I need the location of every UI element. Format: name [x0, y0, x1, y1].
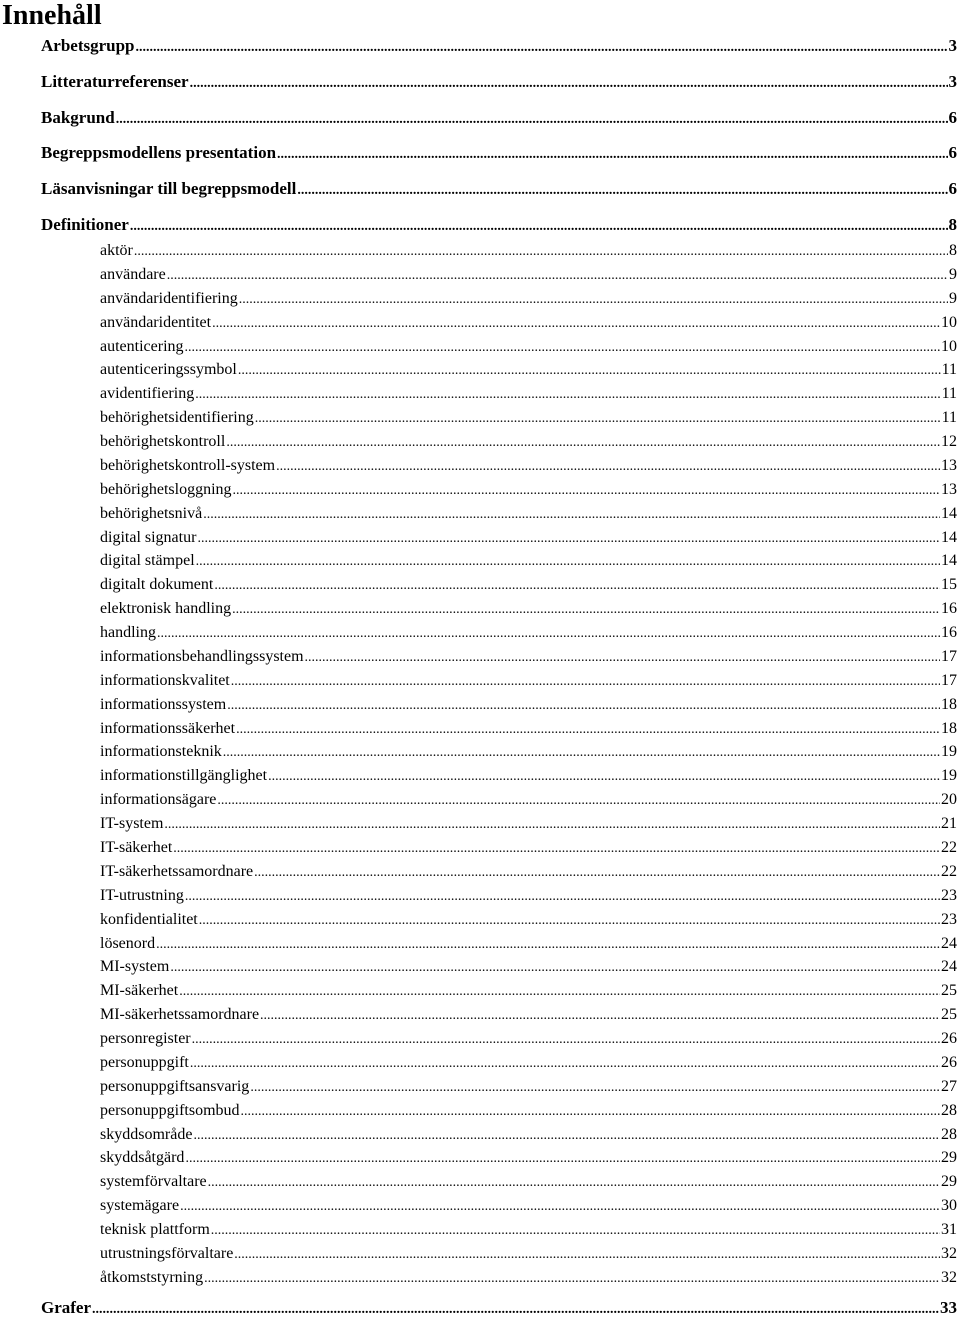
dot-leader — [185, 336, 940, 359]
toc-entry[interactable] — [100, 956, 957, 978]
dot-leader — [130, 214, 948, 238]
toc-entry-label: digital stämpel — [100, 552, 195, 570]
toc-entry[interactable] — [100, 383, 957, 405]
toc-entry-page-number: 6 — [948, 108, 957, 127]
toc-entry-label: Läsanvisningar till begreppsmodell — [41, 179, 297, 198]
toc-entry-label: MI-säkerhetssamordnare — [100, 1006, 260, 1024]
toc-entry-label: handling — [100, 624, 156, 642]
toc-entry[interactable] — [100, 1028, 957, 1050]
toc-entry-page-number: 3 — [948, 36, 957, 55]
toc-entry-label: användaridentitet — [100, 313, 212, 331]
toc-entry[interactable] — [100, 622, 957, 644]
toc-entry-label: behörighetsidentifiering — [100, 409, 254, 427]
toc-entry-label: skyddsåtgärd — [100, 1149, 185, 1167]
dot-leader — [204, 1267, 940, 1290]
dot-leader — [170, 956, 940, 979]
dot-leader — [254, 861, 940, 884]
toc-entry[interactable] — [41, 35, 957, 57]
dot-leader — [136, 35, 948, 59]
dot-leader — [173, 837, 940, 860]
toc-entry-page-number: 19 — [941, 767, 957, 785]
toc-entry[interactable] — [41, 107, 957, 129]
toc-entry[interactable] — [100, 598, 957, 620]
toc-entry[interactable] — [100, 1100, 957, 1122]
toc-entry-page-number: 10 — [941, 337, 957, 355]
dot-leader — [199, 909, 940, 932]
toc-entry[interactable] — [41, 142, 957, 164]
toc-entry[interactable] — [100, 789, 957, 811]
toc-entry-page-number: 14 — [941, 552, 957, 570]
toc-entry-page-number: 29 — [941, 1149, 957, 1167]
toc-entry[interactable] — [100, 1124, 957, 1146]
toc-entry-page-number: 15 — [941, 576, 957, 594]
toc-entry-page-number: 31 — [941, 1221, 957, 1239]
toc-entry-page-number: 6 — [948, 143, 957, 162]
toc-entry-page-number: 11 — [941, 409, 957, 427]
toc-entry-label: informationssystem — [100, 695, 227, 713]
toc-entry-page-number: 28 — [941, 1101, 957, 1119]
toc-entry-page-number: 26 — [941, 1053, 957, 1071]
dot-leader — [180, 1195, 940, 1218]
toc-entry-label: Litteraturreferenser — [41, 72, 189, 91]
toc-entry-label: åtkomststyrning — [100, 1268, 204, 1286]
dot-leader — [167, 264, 948, 287]
toc-entry[interactable] — [100, 359, 957, 381]
toc-entry-page-number: 6 — [948, 179, 957, 198]
toc-entry-page-number: 24 — [941, 934, 957, 952]
toc-entry-page-number: 16 — [941, 624, 957, 642]
dot-leader — [305, 646, 940, 669]
toc-entry-label: informationsbehandlingssystem — [100, 647, 304, 665]
toc-entry[interactable] — [100, 1076, 957, 1098]
dot-leader — [211, 1219, 940, 1242]
toc-entry-page-number: 25 — [941, 1006, 957, 1024]
dot-leader — [156, 933, 940, 956]
toc-entry-page-number: 12 — [941, 433, 957, 451]
dot-leader — [157, 622, 940, 645]
toc-entry-label: personuppgiftsansvarig — [100, 1077, 250, 1095]
toc-entry-label: teknisk plattform — [100, 1221, 210, 1239]
toc-entry-page-number: 11 — [941, 385, 957, 403]
toc-entry-label: informationsteknik — [100, 743, 222, 761]
dot-leader — [92, 1297, 939, 1321]
toc-entry-page-number: 32 — [941, 1244, 957, 1262]
dot-leader — [190, 71, 948, 95]
toc-entry-label: IT-system — [100, 815, 164, 833]
toc-entry[interactable] — [100, 455, 957, 477]
toc-entry-page-number: 21 — [941, 815, 957, 833]
dot-leader — [239, 288, 948, 311]
toc-entry-page-number: 26 — [941, 1030, 957, 1048]
toc-entry-label: Arbetsgrupp — [41, 36, 135, 55]
toc-entry-page-number: 16 — [941, 600, 957, 618]
toc-entry[interactable] — [100, 407, 957, 429]
dot-leader — [231, 670, 940, 693]
toc-entry-label: lösenord — [100, 934, 156, 952]
toc-entry-page-number: 24 — [941, 958, 957, 976]
toc-entry-page-number: 28 — [941, 1125, 957, 1143]
toc-entry-page-number: 18 — [941, 719, 957, 737]
toc-entry[interactable] — [100, 431, 957, 453]
toc-entry-label: MI-säkerhet — [100, 982, 179, 1000]
dot-leader — [223, 741, 940, 764]
toc-entry-page-number: 20 — [941, 791, 957, 809]
toc-entry[interactable] — [100, 885, 957, 907]
toc-entry[interactable] — [100, 909, 957, 931]
toc-entry-label: Definitioner — [41, 215, 129, 234]
toc-entry-page-number: 13 — [941, 480, 957, 498]
toc-entry-label: elektronisk handling — [100, 600, 232, 618]
toc-entry[interactable] — [100, 312, 957, 334]
toc-entry-page-number: 3 — [948, 72, 957, 91]
toc-entry-page-number: 23 — [941, 886, 957, 904]
toc-entry-page-number: 29 — [941, 1173, 957, 1191]
dot-leader — [232, 598, 940, 621]
toc-entry-label: utrustningsförvaltare — [100, 1244, 234, 1262]
toc-entry-label: autenticering — [100, 337, 184, 355]
toc-entry[interactable] — [100, 1171, 957, 1193]
toc-entry-label: behörighetskontroll-system — [100, 456, 276, 474]
toc-entry-label: behörighetskontroll — [100, 433, 226, 451]
toc-entry[interactable] — [100, 1219, 957, 1241]
toc-entry[interactable] — [41, 71, 957, 93]
toc-entry-label: informationstillgänglighet — [100, 767, 268, 785]
dot-leader — [226, 431, 940, 454]
toc-entry-label: avidentifiering — [100, 385, 195, 403]
toc-entry-page-number: 13 — [941, 456, 957, 474]
toc-entry-label: systemförvaltare — [100, 1173, 207, 1191]
dot-leader — [179, 980, 940, 1003]
dot-leader — [241, 1100, 940, 1123]
toc-entry-label: IT-säkerhet — [100, 839, 173, 856]
dot-leader — [217, 789, 940, 812]
toc-entry-label: skyddsområde — [100, 1125, 193, 1143]
toc-entry-label: behörighetsnivå — [100, 504, 203, 522]
dot-leader — [234, 1243, 940, 1266]
toc-entry-page-number: 8 — [949, 242, 957, 259]
toc-entry-label: digitalt dokument — [100, 576, 214, 594]
toc-entry[interactable] — [100, 718, 957, 740]
dot-leader — [297, 178, 947, 202]
toc-entry-label: IT-utrustning — [100, 886, 184, 904]
toc-entry-label: Bakgrund — [41, 108, 115, 127]
toc-entry[interactable] — [100, 574, 957, 596]
toc-entry-label: Grafer — [41, 1298, 92, 1317]
toc-entry[interactable] — [100, 1147, 957, 1169]
dot-leader — [196, 550, 940, 573]
toc-entry[interactable] — [100, 813, 957, 835]
toc-entry-label: personuppgift — [100, 1053, 189, 1071]
toc-entry[interactable] — [100, 1267, 957, 1289]
toc-entry-page-number: 22 — [941, 839, 957, 856]
toc-entry-page-number: 23 — [941, 910, 957, 928]
toc-entry-page-number: 10 — [941, 313, 957, 331]
dot-leader — [227, 694, 940, 717]
toc-entry[interactable] — [100, 861, 957, 883]
toc-entry-page-number: 11 — [941, 361, 957, 379]
toc-entry-label: MI-system — [100, 958, 170, 976]
toc-entry-label: användaridentifiering — [100, 289, 238, 307]
toc-entry-page-number: 14 — [941, 504, 957, 522]
toc-entry[interactable] — [100, 694, 957, 716]
toc-entry[interactable] — [100, 550, 957, 572]
toc-entry-label: personregister — [100, 1030, 191, 1048]
toc-entry-page-number: 17 — [941, 647, 957, 665]
toc-entry-label: digital signatur — [100, 528, 197, 546]
toc-entry[interactable] — [41, 1297, 957, 1319]
toc-entry-label: IT-säkerhetssamordnare — [100, 862, 254, 880]
dot-leader — [197, 527, 940, 550]
toc-entry[interactable] — [100, 240, 957, 262]
dot-leader — [212, 312, 940, 335]
toc-entry-label: informationsägare — [100, 791, 217, 809]
toc-entry-label: informationssäkerhet — [100, 719, 236, 737]
toc-entry-label: systemägare — [100, 1197, 180, 1215]
toc-entry[interactable] — [100, 765, 957, 787]
toc-entry[interactable] — [100, 837, 957, 859]
dot-leader — [192, 1028, 940, 1051]
dot-leader — [193, 1124, 940, 1147]
toc-entry[interactable] — [100, 1052, 957, 1074]
toc-entry[interactable] — [100, 1243, 957, 1265]
toc-entry-label: aktör — [100, 242, 133, 259]
dot-leader — [233, 479, 940, 502]
toc-entry-page-number: 17 — [941, 671, 957, 689]
toc-entry-label: behörighetsloggning — [100, 480, 232, 498]
toc-entry-page-number: 22 — [941, 862, 957, 880]
toc-entry[interactable] — [41, 214, 957, 236]
toc-entry-page-number: 18 — [941, 695, 957, 713]
toc-entry[interactable] — [100, 503, 957, 525]
dot-leader — [236, 718, 940, 741]
toc-entry[interactable] — [100, 527, 957, 549]
toc-entry-page-number: 8 — [948, 215, 957, 234]
dot-leader — [134, 240, 948, 263]
dot-leader — [214, 574, 940, 597]
toc-entry-page-number: 25 — [941, 982, 957, 1000]
toc-entry[interactable] — [100, 264, 957, 286]
toc-entry[interactable] — [100, 1195, 957, 1217]
dot-leader — [164, 813, 940, 836]
toc-entry[interactable] — [100, 1004, 957, 1026]
toc-entry[interactable] — [41, 178, 957, 200]
dot-leader — [203, 503, 940, 526]
toc-entry-page-number: 9 — [949, 289, 957, 307]
dot-leader — [260, 1004, 940, 1027]
dot-leader — [268, 765, 940, 788]
dot-leader — [116, 107, 948, 131]
toc-entry[interactable] — [100, 336, 957, 358]
dot-leader — [185, 1147, 940, 1170]
toc-entry-label: användare — [100, 265, 166, 283]
toc-entry[interactable] — [100, 933, 957, 955]
toc-entry[interactable] — [100, 670, 957, 692]
toc-entry-label: konfidentialitet — [100, 910, 198, 928]
dot-leader — [250, 1076, 940, 1099]
toc-entry-label: Begreppsmodellens presentation — [41, 143, 277, 162]
toc-entry-label: informationskvalitet — [100, 671, 230, 689]
toc-entry[interactable] — [100, 741, 957, 763]
toc-entry[interactable] — [100, 288, 957, 310]
toc-entry-page-number: 9 — [949, 265, 957, 283]
toc-entry-page-number: 14 — [941, 528, 957, 546]
toc-entry-page-number: 19 — [941, 743, 957, 761]
toc-entry[interactable] — [100, 646, 957, 668]
dot-leader — [276, 455, 940, 478]
dot-leader — [185, 885, 940, 908]
toc-entry[interactable] — [100, 980, 957, 1002]
toc-entry-page-number: 30 — [941, 1197, 957, 1215]
dot-leader — [208, 1171, 940, 1194]
dot-leader — [238, 359, 941, 382]
toc-entry-page-number: 27 — [941, 1077, 957, 1095]
dot-leader — [195, 383, 940, 406]
toc-entry[interactable] — [100, 479, 957, 501]
dot-leader — [277, 142, 947, 166]
toc-entry-label: personuppgiftsombud — [100, 1101, 240, 1119]
dot-leader — [255, 407, 941, 430]
toc-entry-label: autenticeringssymbol — [100, 361, 237, 379]
toc-entry-page-number: 33 — [940, 1298, 957, 1317]
page-title: Innehåll — [2, 0, 102, 31]
toc-entry-page-number: 32 — [941, 1268, 957, 1286]
dot-leader — [190, 1052, 940, 1075]
